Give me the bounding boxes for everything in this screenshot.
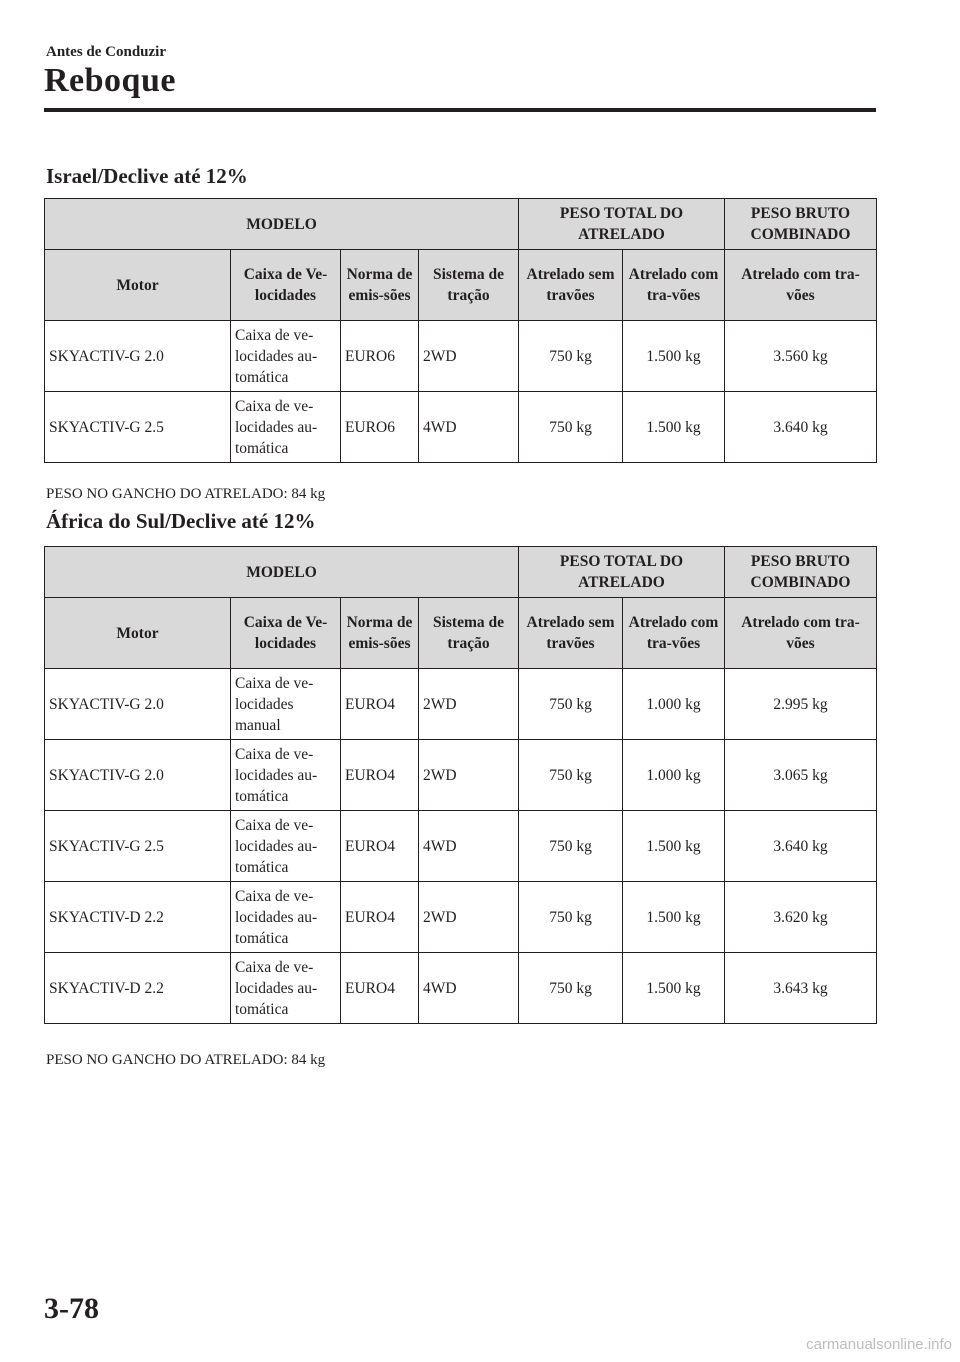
column-header: Motor <box>45 250 231 321</box>
table-cell: EURO6 <box>341 392 419 463</box>
table-cell: 750 kg <box>519 669 623 740</box>
table-cell: 750 kg <box>519 811 623 882</box>
column-header: Norma de emis-sões <box>341 598 419 669</box>
table-cell: Caixa de ve-locidades au-tomática <box>231 811 341 882</box>
column-header: Caixa de Ve-locidades <box>231 598 341 669</box>
table-cell: 1.500 kg <box>623 811 725 882</box>
table-row <box>45 882 877 953</box>
table-cell: 2WD <box>419 740 519 811</box>
page-title: Reboque <box>44 62 176 99</box>
column-header: Motor <box>45 598 231 669</box>
column-header: Sistema de tração <box>419 598 519 669</box>
page-number: 3-78 <box>44 1292 99 1325</box>
table-cell: 1.500 kg <box>623 392 725 463</box>
table-cell: 1.500 kg <box>623 953 725 1024</box>
table-cell: Caixa de ve-locidades au-tomática <box>231 392 341 463</box>
chapter-label: Antes de Conduzir <box>46 44 167 60</box>
table-cell: EURO4 <box>341 811 419 882</box>
table-cell: 750 kg <box>519 740 623 811</box>
table-row <box>45 669 877 740</box>
table-row <box>45 740 877 811</box>
header-model: MODELO <box>45 199 519 250</box>
table-row <box>45 321 877 392</box>
table-cell: SKYACTIV-G 2.0 <box>45 669 231 740</box>
spec-table-south-africa <box>44 546 877 1024</box>
column-header: Atrelado com tra-vões <box>725 250 877 321</box>
table-cell: 3.620 kg <box>725 882 877 953</box>
hitch-weight-note: PESO NO GANCHO DO ATRELADO: 84 kg <box>46 486 326 502</box>
table-cell: 3.640 kg <box>725 392 877 463</box>
table-cell: Caixa de ve-locidades au-tomática <box>231 740 341 811</box>
header-divider <box>44 108 876 112</box>
table-cell: SKYACTIV-G 2.0 <box>45 740 231 811</box>
table-cell: 1.000 kg <box>623 669 725 740</box>
table-cell: SKYACTIV-D 2.2 <box>45 953 231 1024</box>
table-cell: 2WD <box>419 669 519 740</box>
table-cell: SKYACTIV-G 2.5 <box>45 811 231 882</box>
table-cell: 750 kg <box>519 321 623 392</box>
table-cell: EURO4 <box>341 740 419 811</box>
header-gross-combined: PESO BRUTO COMBINADO <box>725 547 877 598</box>
table-row <box>45 392 877 463</box>
table-cell: 2WD <box>419 882 519 953</box>
header-model: MODELO <box>45 547 519 598</box>
spec-table-israel <box>44 198 877 463</box>
table-row <box>45 953 877 1024</box>
table-cell: EURO6 <box>341 321 419 392</box>
column-header: Caixa de Ve-locidades <box>231 250 341 321</box>
table-cell: SKYACTIV-G 2.5 <box>45 392 231 463</box>
table-cell: 2.995 kg <box>725 669 877 740</box>
table-cell: 4WD <box>419 811 519 882</box>
table-cell: Caixa de ve-locidades au-tomática <box>231 882 341 953</box>
hitch-weight-note: PESO NO GANCHO DO ATRELADO: 84 kg <box>46 1052 326 1068</box>
table-cell: 750 kg <box>519 392 623 463</box>
table-cell: 1.500 kg <box>623 321 725 392</box>
table-cell: 3.065 kg <box>725 740 877 811</box>
table-cell: 1.500 kg <box>623 882 725 953</box>
table-cell: 3.640 kg <box>725 811 877 882</box>
table-cell: 2WD <box>419 321 519 392</box>
column-header: Norma de emis-sões <box>341 250 419 321</box>
table-cell: SKYACTIV-D 2.2 <box>45 882 231 953</box>
table-cell: 750 kg <box>519 882 623 953</box>
header-trailer-total: PESO TOTAL DO ATRELADO <box>519 199 725 250</box>
table-cell: Caixa de ve-locidades au-tomática <box>231 953 341 1024</box>
table-cell: EURO4 <box>341 669 419 740</box>
table-cell: 1.000 kg <box>623 740 725 811</box>
table-cell: 750 kg <box>519 953 623 1024</box>
table-row <box>45 811 877 882</box>
table-cell: SKYACTIV-G 2.0 <box>45 321 231 392</box>
header-gross-combined: PESO BRUTO COMBINADO <box>725 199 877 250</box>
table-cell: 4WD <box>419 392 519 463</box>
table-cell: 4WD <box>419 953 519 1024</box>
section-title-south-africa: África do Sul/Declive até 12% <box>46 509 316 533</box>
column-header: Atrelado com tra-vões <box>623 250 725 321</box>
table-cell: 3.643 kg <box>725 953 877 1024</box>
table-cell: Caixa de ve-locidades manual <box>231 669 341 740</box>
column-header: Atrelado com tra-vões <box>725 598 877 669</box>
watermark: carmanualsonline.info <box>806 1336 952 1353</box>
column-header: Atrelado com tra-vões <box>623 598 725 669</box>
column-header: Atrelado sem travões <box>519 250 623 321</box>
table-cell: EURO4 <box>341 953 419 1024</box>
header-trailer-total: PESO TOTAL DO ATRELADO <box>519 547 725 598</box>
column-header: Sistema de tração <box>419 250 519 321</box>
table-cell: 3.560 kg <box>725 321 877 392</box>
section-title-israel: Israel/Declive até 12% <box>46 164 248 188</box>
table-cell: EURO4 <box>341 882 419 953</box>
table-cell: Caixa de ve-locidades au-tomática <box>231 321 341 392</box>
column-header: Atrelado sem travões <box>519 598 623 669</box>
